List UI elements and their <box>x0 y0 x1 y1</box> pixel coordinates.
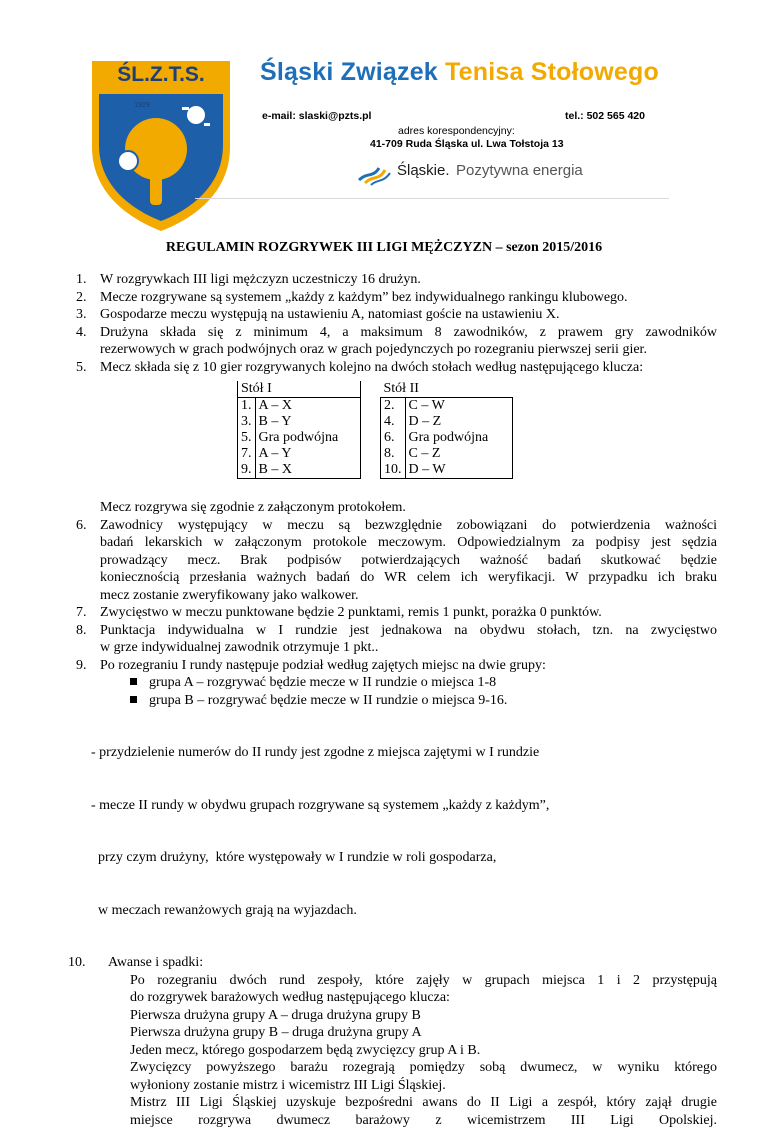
org-name-part2: Tenisa Stołowego <box>445 58 659 86</box>
sponsor-word: Śląskie. <box>397 162 450 179</box>
email-link[interactable]: e-mail: slaski@pzts.pl <box>262 110 372 122</box>
list-item: 1. W rozgrywkach III ligi mężczyzn uczestniczy 16 drużyn. <box>76 272 421 287</box>
organization-name <box>260 58 659 87</box>
table-row: 7. A – Y 8. C – Z <box>238 446 513 462</box>
table-row: 9. B – X 10. D – W <box>238 462 513 479</box>
document-title: REGULAMIN ROZGRYWEK III LIGI MĘŻCZYZN – sezon 2015/2016 <box>165 240 603 255</box>
table-row: 3. B – Y 4. D – Z <box>238 414 513 430</box>
protocol-note: Mecz rozgrywa się zgodnie z załączonym protokołem. <box>100 500 406 515</box>
sponsor-swoosh-icon <box>357 158 393 186</box>
logo-text: ŚL.Z.T.S. <box>117 63 205 86</box>
items-1-5 <box>76 271 717 376</box>
list-item: 8. Punktacja indywidualna w I rundzie jest jednakowa na obydwu stołach, tzn. na zwycięstwo w grze indywidualnej zawodnik otrzymuje 1 pkt.. <box>76 622 717 655</box>
org-name-part1: Śląski Związek <box>260 58 438 86</box>
dash-notes: - przydzielenie numerów do II rundy jest zgodne z miejsca zajętymi w I rundzie - mecze II rundy w obydwu grupach rozgrywane są systemem „każdy z każdym”, przy czym drużyny, które występowały w I rundzie w roli gospodarza, w meczach rewanżowych grają na wyjazdach. <box>91 745 550 918</box>
bullet-icon <box>130 696 137 703</box>
table-header-row <box>238 381 513 398</box>
sponsor-tagline: Pozytywna energia <box>456 162 583 179</box>
bullet-list <box>100 674 717 709</box>
list-item: grupa A – rozgrywać będzie mecze w II rundzie o miejsca 1-8 <box>130 674 717 692</box>
items-6-10 <box>68 499 717 1129</box>
list-item: 9. Po rozegraniu I rundy następuje podział według zajętych miejsc na dwie grupy: <box>76 657 546 673</box>
address: 41-709 Ruda Śląska ul. Lwa Tołstoja 13 <box>370 138 564 150</box>
games-table <box>237 381 513 479</box>
logo-year: 1929 <box>134 102 150 109</box>
table-row: 5. Gra podwójna 6. Gra podwójna <box>238 430 513 446</box>
header-divider <box>195 198 669 199</box>
address-label: adres korespondencyjny: <box>398 125 515 137</box>
phone-number: tel.: 502 565 420 <box>565 110 645 122</box>
list-item: 7. Zwycięstwo w meczu punktowane będzie 2 punktami, remis 1 punkt, porażka 0 punktów. <box>76 605 602 620</box>
list-item: 3. Gospodarze meczu występują na ustawieniu A, natomiast goście na ustawieniu X. <box>76 307 560 322</box>
bullet-icon <box>130 678 137 685</box>
list-item: grupa B – rozgrywać będzie mecze w II rundzie o miejsca 9-16. <box>130 692 717 710</box>
list-item: 4. Drużyna składa się z minimum 4, a maksimum 8 zawodników, z prawem gry zawodników rezerwowych w grach podwójnych oraz w grach pojedynczych po rozegraniu pierwszej serii gier. <box>76 324 717 357</box>
list-item: 2. Mecze rozgrywane są systemem „każdy z każdym” bez indywidualnego rankingu klubowego. <box>76 289 628 305</box>
sponsor-logo <box>357 158 597 188</box>
list-item: 6. Zawodnicy występujący w meczu są bezwzględnie zobowiązani do potwierdzenia ważności badań lekarskich w załączonym protokole meczowym. Odpowiedzialnym za podpisy jest sędzia prowadzący mecz. Brak podpisów potwierdzających ważność badań skutkować będzie koniecznością przesłania ważnych badań do WR celem ich weryfikacji. W przypadku ich braku mecz zostanie zweryfikowany jako walkower. <box>76 517 717 603</box>
table-col1-header: Stół I <box>238 381 361 398</box>
list-item: 5. Mecz składa się z 10 gier rozgrywanych kolejno na dwóch stołach według następującego klucza: <box>76 359 644 375</box>
list-item: 10. Awanse i spadki: Po rozegraniu dwóch rund zespoły, które zajęły w grupach miejsca 1 i 2 przystępują do rozgrywek barażowych według następującego klucza: Pierwsza drużyna grupy A – druga drużyna grupy B Pierwsza drużyna grupy B – druga drużyna grupy A Jeden mecz, którego gospodarzem będą zwycięzcy grup A i B. Zwycięzcy powyższego barażu rozegrają pomiędzy sobą dwumecz, w wyniku którego wyłoniony zostanie mistrz i wicemistrz III Ligi Śląskiej. Mistrz III Ligi Śląskiej uzyskuje bezpośredni awans do II Ligi a zespół, który zajął drugie miejsce rozgrywa dwumecz barażowy z wicemistrzem III Ligi Opolskiej. <box>68 955 717 1128</box>
table-col2-header: Stół II <box>383 381 419 396</box>
table-row: 1. A – X 2. C – W <box>238 398 513 415</box>
